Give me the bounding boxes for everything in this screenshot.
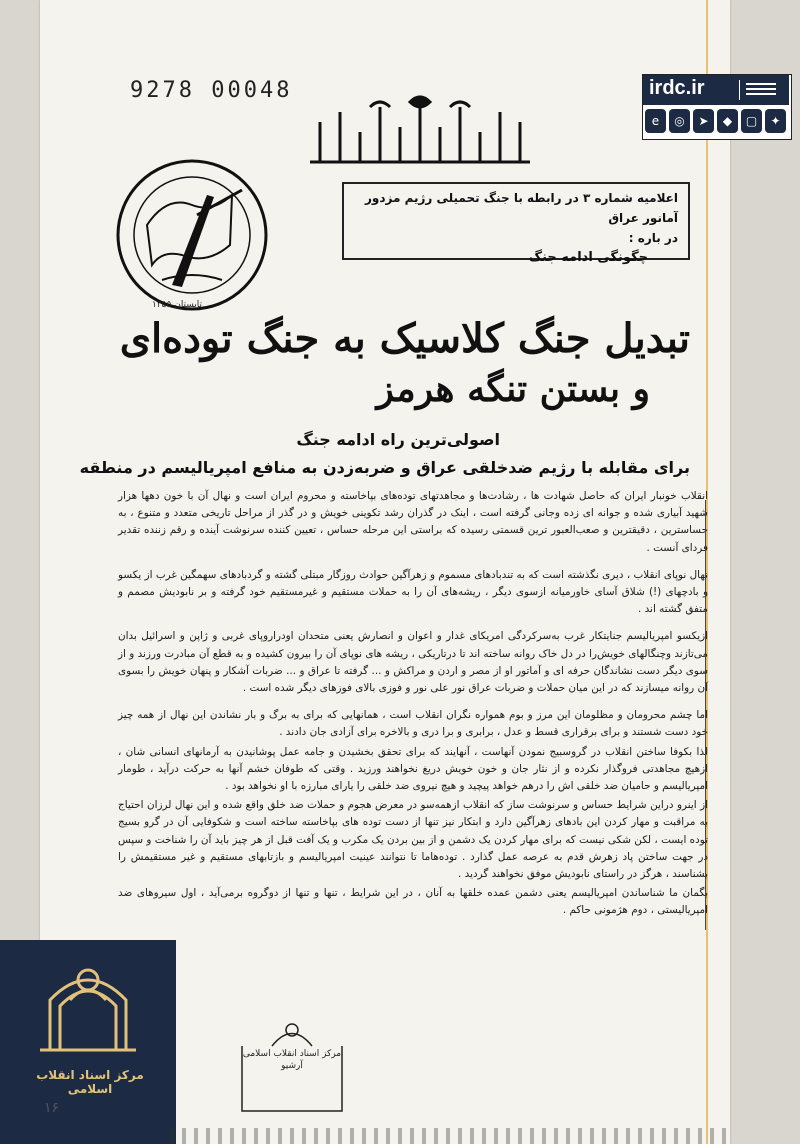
paragraph-6: از اینرو دراین شرایط حساس و سرنوشت ساز که انقلاب ازهمه‌سو در معرض هجوم و حملات ضد خلق واقع شده و این نهال لرزان احتیاج به مراقبت و مهار کردن این بادهای زهرآگین دارد و ابتکار نیز تنها از دست توده های بپاخاسته ساخته است و شکوفایی آن در گرو بسیج توده ایست ، لکن شکی نیست که برای مهار کردن یک دشمن و از بین بردن یک مکرب و یک آفت قبل از هر چیز باید آن را شناخت و سپس در جهت ساختن پاد زهرش قدم به عرصه عمل گذارد . توده‌هاما تا نتوانند عینیت امپریالیسم و بازتابهای مستقیم و غیر مستقیمش را بشناسند ، هرگز در راستای نابودیش موفق نخواهند گردید . [118,799,708,881]
header-line-1: اعلامیه شماره ۳ در رابطه با جنگ تحمیلی رژیم مزدور آمانور عراق [364,191,678,225]
watermark-site-logo [642,74,792,140]
site-name: irdc.ir [649,77,705,99]
archive-center-logo [0,940,176,1144]
instagram-icon: ▢ [741,109,762,133]
announcement-header-box [342,182,690,265]
document-number: 9278 00048 [130,78,293,103]
paragraph-7: بگمان ما شناساندن امپریالیسم یعنی دشمن عمده خلقها به آنان ، در این شرایط ، تنها و تنها از دوگروه برمی‌آید ، اول سیروهای ضد امپریالیستی ، دوم هژمونی حاکم . [118,887,708,917]
paragraph-4: اما چشم محرومان و مظلومان این مرز و بوم همواره نگران انقلاب است ، همانهایی که برای به برگ و بار نشاندن این نهال از همه چیز خود دست شستند و برای برقراری قسط و عدل ، برابری و برا دری و بالاخره برای آزادی جان دادند . [118,709,708,739]
paragraph-2: نهال نوپای انقلاب ، دیری نگذشته است که به تندبادهای مسموم و زهرآگین حوادث روزگار مبتلی گشته و گردبادهای سهمگین غرب از یکسو و بادچهای (!) شلاق آسای خاورمیانه ازسوی دیگر ، ریشه‌های آن را به حملات مستقیم و غیرمستقیم خود گرفته و بر نابودیش مصمم و متفق گشته اند . [118,568,708,616]
header-line-2: در باره : [628,231,678,245]
twitter-icon: ✦ [765,109,786,133]
site-logo-mark [739,80,784,100]
subtitle-2: برای مقابله با رژیم ضدخلقی عراق و ضربه‌زدن به منافع امپریالیسم در منطقه [79,458,690,477]
archive-center-caption: مرکز اسناد انقلاب اسلامی [36,1068,144,1096]
paragraph-1: انقلاب خونبار ایران که حاصل شهادت ها ، رشادت‌ها و مجاهدتهای توده‌های بپاخاسته و محروم ایران است و نهال آن با خون دهها هزار شهید آبیاری شده و جوانه ای زده وجانی گرفته است ، اینک در گذران رشد تکوینی خویش و در گذر از مراحل تاریخی متعدد و متنوع ، به حساسترین ، دقیقترین و صعب‌العبور ترین قسمتی رسیده که براستی این مرحله حساس ، تعیین کننده سرنوشت آینده و رقم زننده تقدیر فردای آنست . [118,490,708,554]
paragraph-5: لذا بکوفا ساختن انقلاب در گروسبیج نمودن آنهاست ، آنهایند که برای تحقق بخشیدن و جامه عمل پوشانیدن به آرمانهای انسانی شان ، ازهیچ مجاهدتی فروگذار نکرده و از نثار جان و خون خویش دریغ نخواهند ورزید . وقتی که طوفان خشم آنها به حرکت درآید ، طومار امپریالیسم و حامیان ضد خلقی اش را درهم خواهد پیچید و هیچ نیروی ضد خلقی را یارای مبارزه با او نخواهد بود . [118,745,708,793]
paragraph-3: ازیکسو امپریالیسم جنایتکار غرب به‌سرکردگی امریکای غدار و اعوان و انصارش یعنی متحدان اودراروپای غربی و ژاپن و اسرائیل بدان می‌تازند وچنگالهای خویش‌را در دل خاک روانه ساخته اند تا درتاریکی ، ریشه های نوپای آن را بیرون کشیده و به قطع آن مبادرت ورزند و از سوی دیگر دست نشاندگان حرفه ای و آماتور او از مصر و اردن و مراکش و ... گرفته تا عراق و ... ضربات آشکار و پنهان خویش را بسوی آن روانه میسازند که در این میان حملات و ضربات عراق نور علی نور و فوزی بالای فوزهای دیگر شده است . [118,630,708,695]
telegram-icon: ➤ [693,109,714,133]
main-title-line-2: و بستن تنگه هرمز [376,368,650,410]
stamp-text: مرکز اسناد انقلاب اسلامی آرشیو [242,1049,342,1071]
seal-caption: تابستان ۱۳۵۵ [152,300,203,310]
aparat-icon: ◎ [669,109,690,133]
main-title-line-1: تبدیل جنگ کلاسیک به جنگ توده‌ای [119,315,690,362]
social-icons [645,109,786,135]
page-marker: ۱۶ [44,1100,60,1116]
margin-bracket [705,500,726,930]
calligraphy-emblem [300,92,540,172]
body-text [118,488,708,930]
bottom-handwriting-strip [170,1128,730,1144]
archive-emblem-icon [0,940,176,1070]
header-line-3: چگونگی ادامه جنگ [528,250,648,265]
eitaa-icon: e [645,109,666,133]
rubika-icon: ◆ [717,109,738,133]
subtitle-1: اصولی‌ترین راه ادامه جنگ [296,430,500,449]
